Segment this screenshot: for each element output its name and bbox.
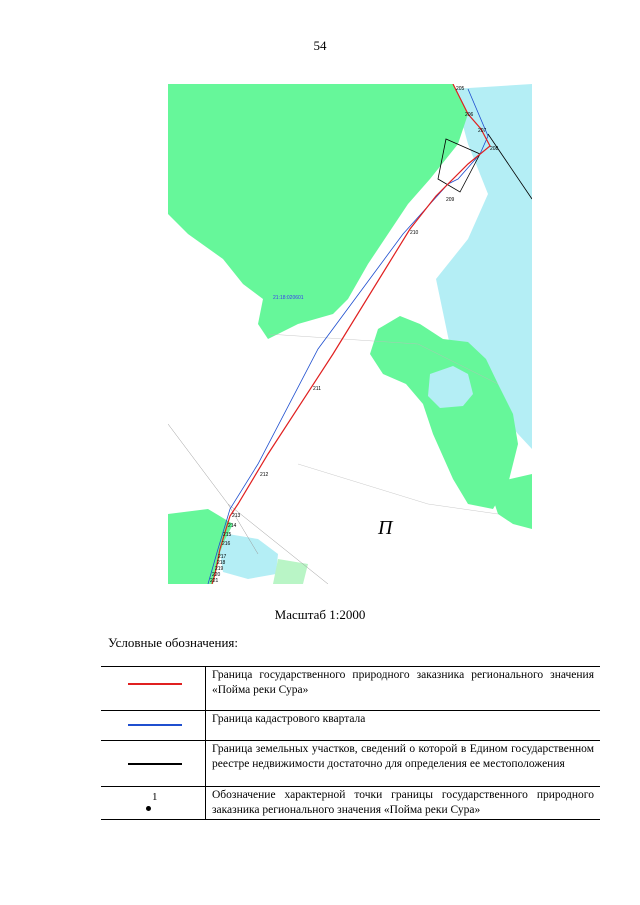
- point-symbol: [146, 791, 158, 811]
- legend-title: Условные обозначения:: [108, 635, 239, 650]
- legend-description: Граница кадастрового квартала: [206, 711, 601, 741]
- legend-row: [101, 787, 600, 820]
- map-scale: Масштаб 1:2000: [274, 607, 366, 622]
- black-line-symbol: [128, 763, 182, 765]
- legend-row: [101, 667, 600, 711]
- legend-description: Граница земельных участков, сведений о которой в Едином государственном реестре недвижимости достаточно для определения ее местоположения: [206, 741, 601, 787]
- point-dot-icon: [146, 806, 151, 811]
- legend-description: Граница государственного природного заказника регионального значения «Пойма реки Сура»: [206, 667, 601, 711]
- boundary-point-label: 205: [456, 86, 465, 92]
- boundary-point-label: 210: [410, 230, 419, 236]
- legend-symbol-cell: [101, 787, 206, 820]
- boundary-point-label: 215: [223, 532, 232, 538]
- legend-table: [101, 666, 600, 820]
- boundary-point-label: 219: [215, 566, 224, 572]
- boundary-point-label: 211: [313, 386, 321, 392]
- legend-symbol-cell: [101, 711, 206, 741]
- page-number: 54: [313, 38, 327, 53]
- boundary-point-label: 208: [490, 146, 499, 152]
- boundary-point-label: 207: [478, 128, 487, 134]
- point-symbol-label: 1: [152, 791, 158, 803]
- boundary-point-label: 212: [260, 472, 269, 478]
- red-line-symbol: [128, 683, 182, 685]
- legend-description: Обозначение характерной точки границы государственного природного заказника регионального значения «Пойма реки Сура»: [206, 787, 601, 820]
- boundary-point-label: 216: [222, 541, 231, 547]
- boundary-point-label: 214: [228, 523, 237, 529]
- legend-symbol-cell: [101, 741, 206, 787]
- boundary-point-label: 213: [232, 513, 241, 519]
- legend-row: [101, 711, 600, 741]
- boundary-point-label: 218: [217, 560, 226, 566]
- map-symbol: П: [378, 517, 393, 539]
- boundary-point-label: 220: [212, 572, 221, 578]
- blue-line-symbol: [128, 724, 182, 726]
- boundary-point-label: 209: [446, 197, 455, 203]
- cadastral-quarter-label: 21:18:020601: [273, 295, 304, 301]
- boundary-point-label: 221: [210, 578, 219, 584]
- cadastral-map: [168, 84, 532, 584]
- legend-row: [101, 741, 600, 787]
- boundary-point-label: 217: [218, 554, 227, 560]
- boundary-point-label: 206: [465, 112, 474, 118]
- legend-symbol-cell: [101, 667, 206, 711]
